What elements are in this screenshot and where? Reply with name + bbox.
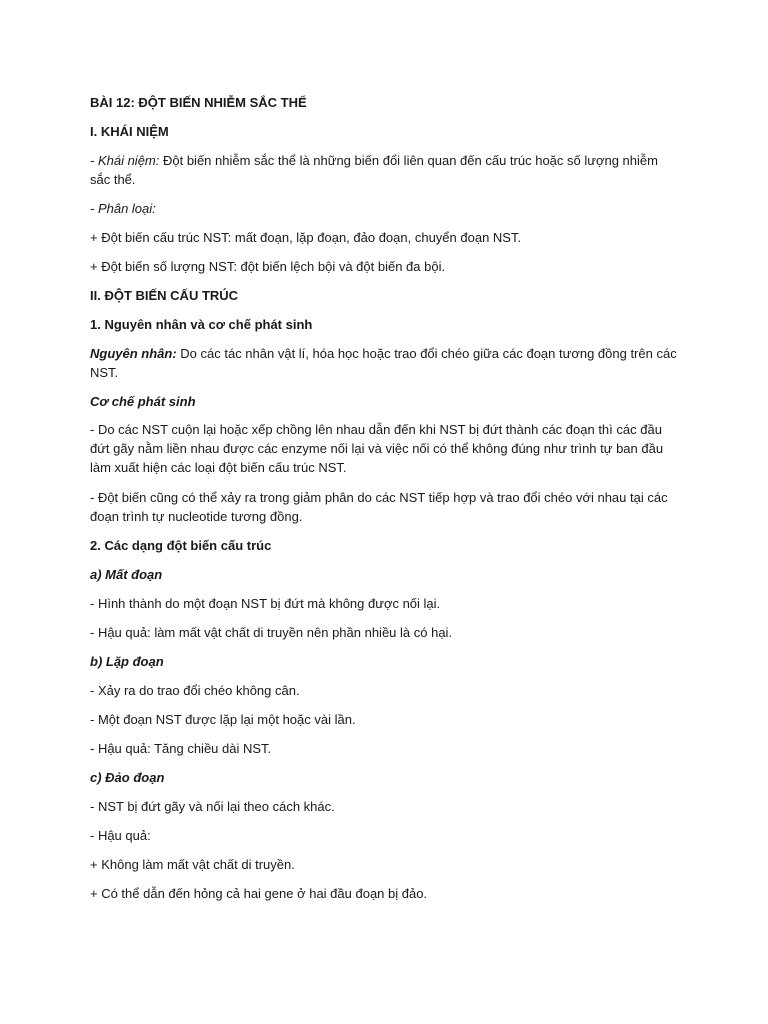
section-1-heading: I. KHÁI NIỆM	[90, 124, 169, 139]
definition-paragraph	[90, 151, 680, 189]
subsection-1-heading: 1. Nguyên nhân và cơ chế phát sinh	[90, 317, 313, 332]
definition-text: Đột biến nhiễm sắc thể là những biến đổi liên quan đến cấu trúc hoặc số lượng nhiễm sắc thể.	[90, 153, 658, 187]
list-item: - Hậu quả:	[90, 828, 151, 843]
subsection-2-heading: 2. Các dạng đột biến cấu trúc	[90, 538, 272, 553]
list-item: - Xảy ra do trao đổi chéo không cân.	[90, 683, 300, 698]
deletion-heading: a) Mất đoạn	[90, 567, 163, 582]
classification-item: + Đột biến số lượng NST: đột biến lệch bội và đột biến đa bội.	[90, 259, 446, 274]
duplication-heading: b) Lặp đoạn	[90, 654, 164, 669]
classification-item: + Đột biến cấu trúc NST: mất đoạn, lặp đoạn, đảo đoạn, chuyển đoạn NST.	[90, 230, 522, 245]
list-item: - NST bị đứt gãy và nối lại theo cách khác.	[90, 799, 335, 814]
cause-text: Do các tác nhân vật lí, hóa học hoặc trao đổi chéo giữa các đoạn tương đồng trên các NST.	[90, 346, 677, 380]
list-item: - Hậu quả: Tăng chiều dài NST.	[90, 741, 272, 756]
list-item: - Hậu quả: làm mất vật chất di truyền nên phần nhiều là có hại.	[90, 625, 453, 640]
classification-label: - Phân loại:	[90, 201, 156, 216]
list-item: + Có thể dẫn đến hỏng cả hai gene ở hai đầu đoạn bị đảo.	[90, 886, 428, 901]
mechanism-paragraph: - Do các NST cuộn lại hoặc xếp chồng lên nhau dẫn đến khi NST bị đứt thành các đoạn thì các đầu đứt gãy nằm liền nhau được các enzyme nối lại và việc nối có thể không đúng như trình tự ban đầu làm xuất hiện các loại đột biến cấu trúc NST.	[90, 422, 664, 475]
cause-paragraph	[90, 344, 680, 382]
inversion-heading: c) Đảo đoạn	[90, 770, 165, 785]
document-title: BÀI 12: ĐỘT BIẾN NHIỄM SẮC THỂ	[90, 95, 307, 110]
list-item: + Không làm mất vật chất di truyền.	[90, 857, 295, 872]
cause-label: Nguyên nhân:	[90, 346, 177, 361]
list-item: - Hình thành do một đoạn NST bị đứt mà không được nối lại.	[90, 596, 441, 611]
definition-label: - Khái niệm:	[90, 153, 160, 168]
section-2-heading: II. ĐỘT BIẾN CẤU TRÚC	[90, 288, 239, 303]
mechanism-paragraph: - Đột biến cũng có thể xảy ra trong giảm phân do các NST tiếp hợp và trao đổi chéo với nhau tại các đoạn trình tự nucleotide tương đồng.	[90, 490, 668, 524]
list-item: - Một đoạn NST được lặp lại một hoặc vài lần.	[90, 712, 356, 727]
mechanism-heading: Cơ chế phát sinh	[90, 394, 196, 409]
